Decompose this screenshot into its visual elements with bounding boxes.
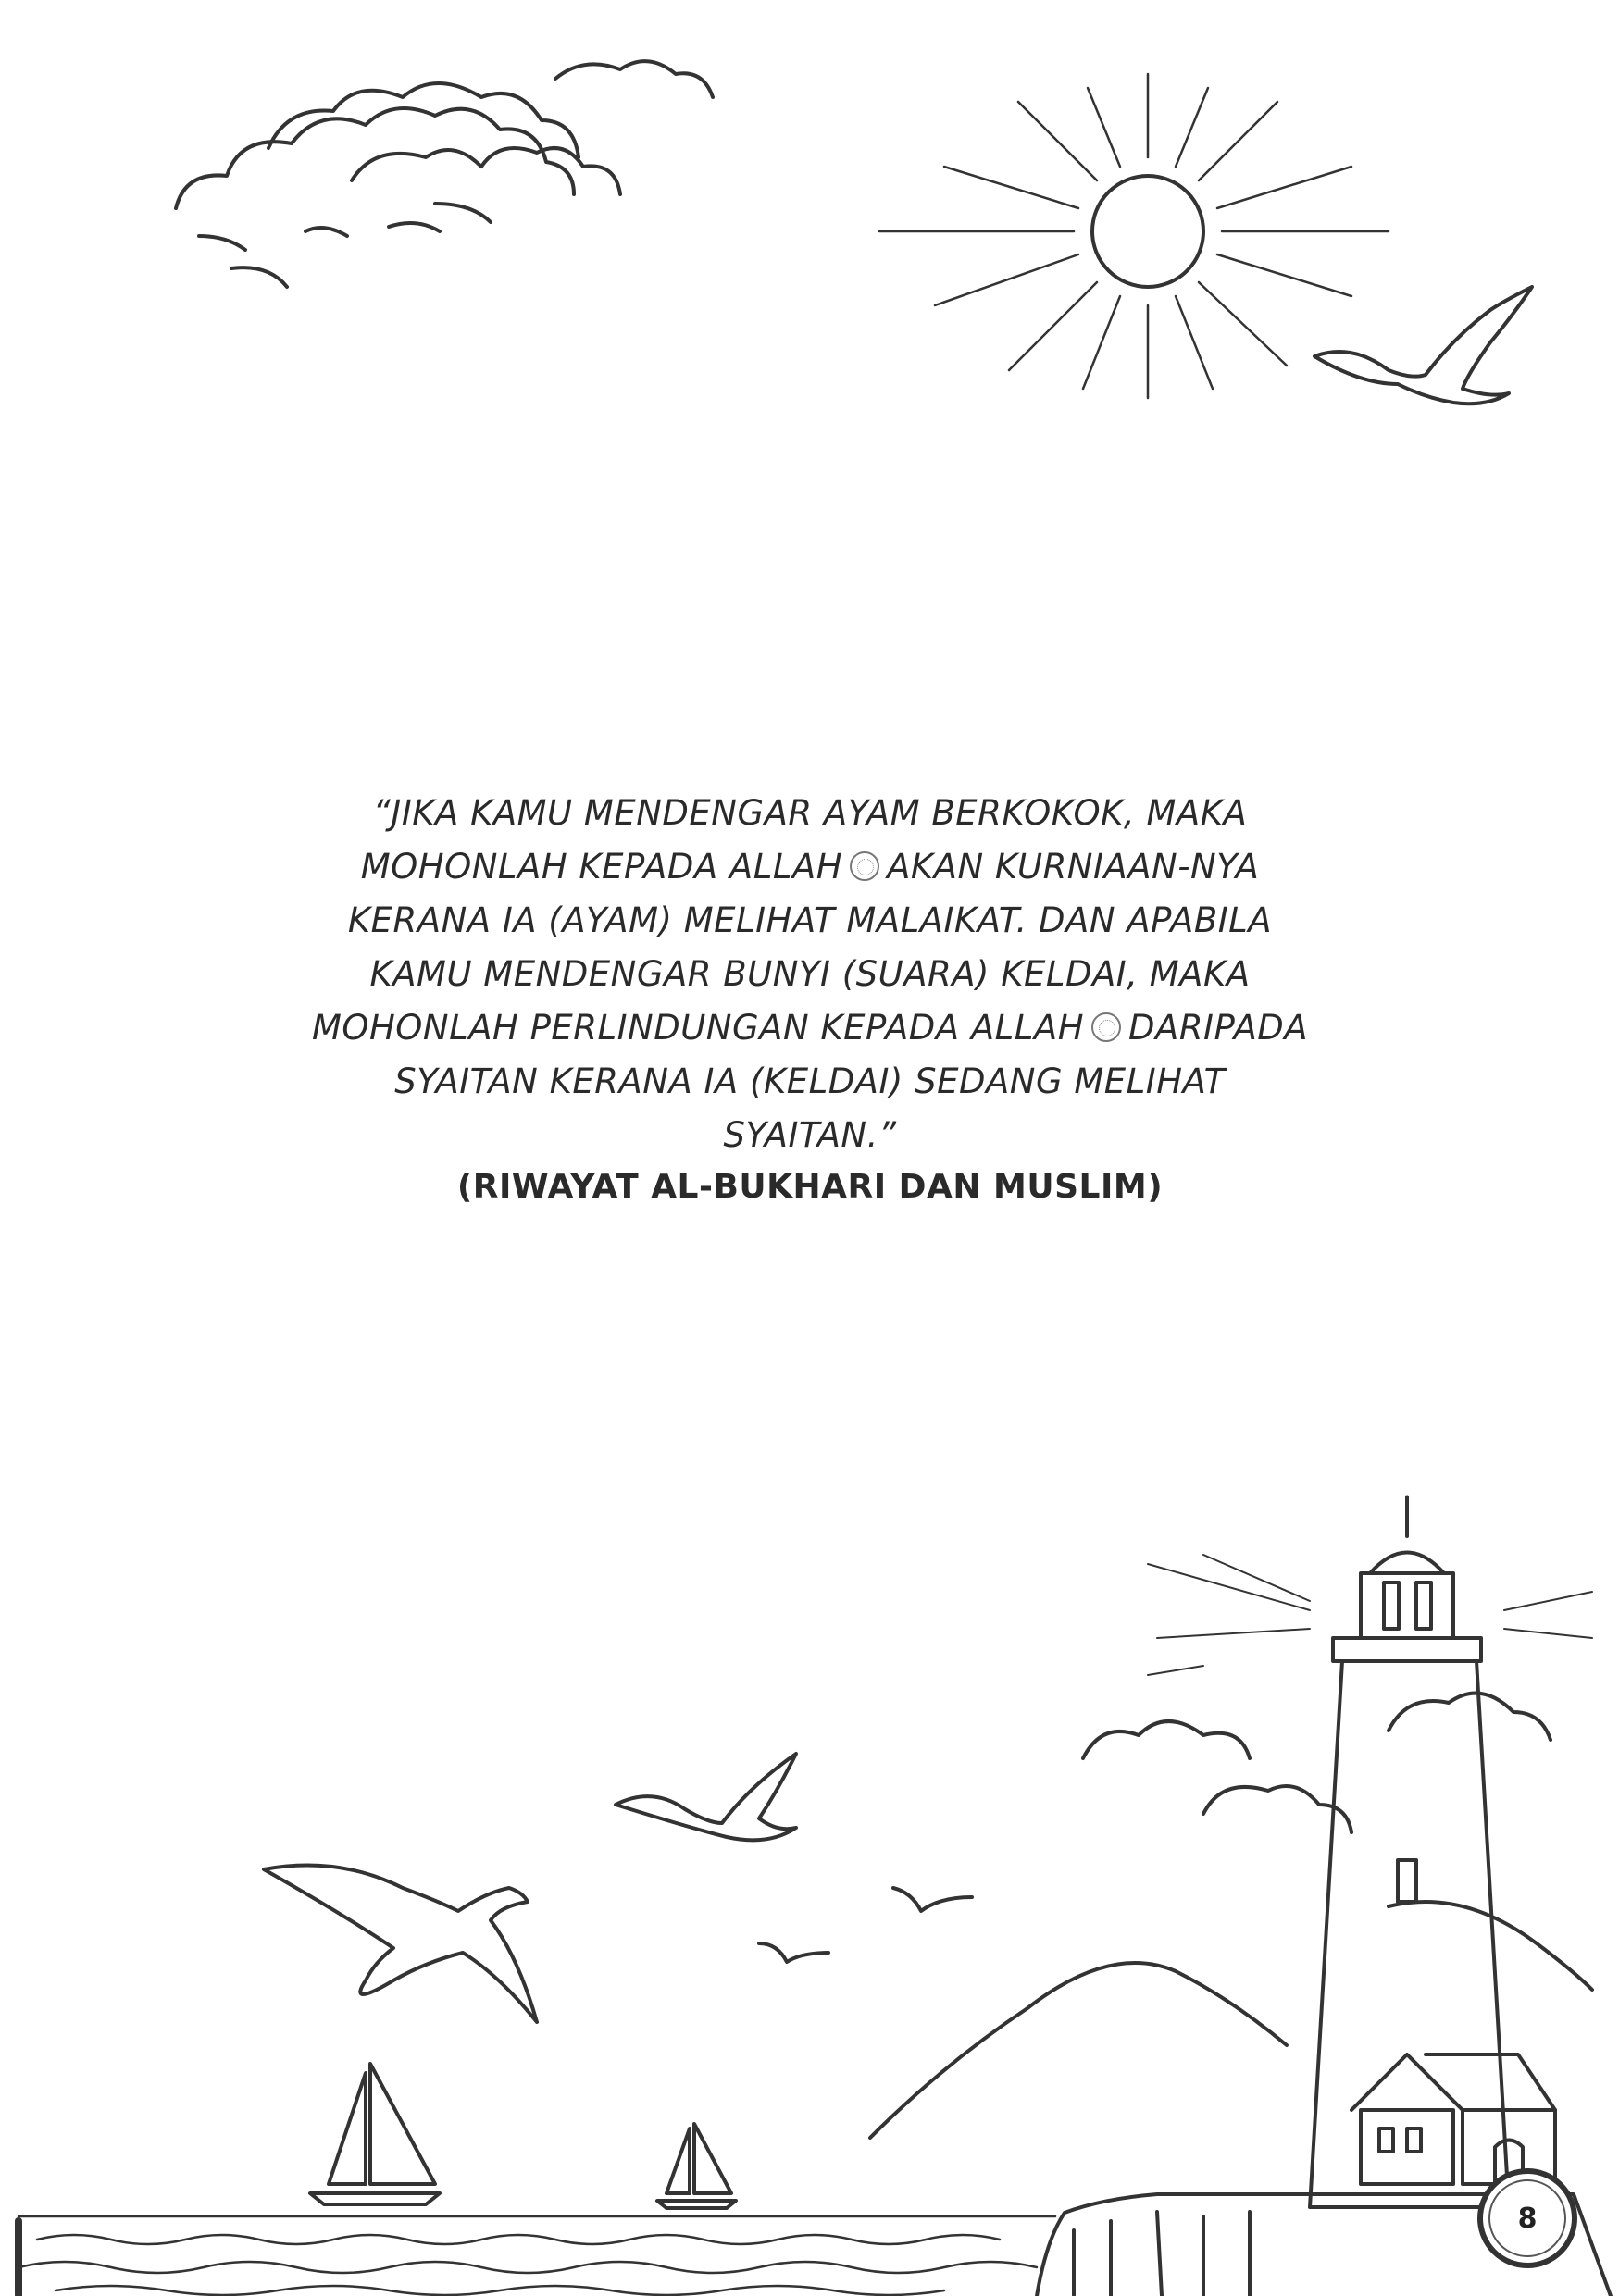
- quote-line: KERANA IA (AYAM) MELIHAT MALAIKAT. DAN APABILA: [347, 900, 1273, 940]
- subhanahu-wa-taala-calligraphy-icon: [1091, 1012, 1121, 1042]
- quote-line-part: MOHONLAH PERLINDUNGAN KEPADA ALLAH: [311, 1008, 1085, 1048]
- sea-illustration: [19, 2216, 1055, 2295]
- quote-line: [305, 840, 1314, 894]
- house-illustration: [1351, 2054, 1555, 2184]
- cliff-illustration: [19, 2194, 1611, 2296]
- quote-line: KAMU MENDENGAR BUNYI (SUARA) KELDAI, MAKA: [369, 954, 1251, 994]
- lighthouse-illustration: [1148, 1497, 1592, 2208]
- page-number-badge: [1477, 2168, 1577, 2268]
- sun-illustration: [879, 74, 1389, 398]
- quote-line: “JIKA KAMU MENDENGAR AYAM BERKOKOK, MAKA: [372, 793, 1248, 833]
- quote-line-part: MOHONLAH KEPADA ALLAH: [360, 847, 843, 887]
- hadith-quote: [305, 787, 1314, 1162]
- quote-line-part: DARIPADA: [1128, 1008, 1309, 1048]
- quote-line-part: AKAN KURNIAAN-NYA: [887, 847, 1260, 887]
- quote-line: SYAITAN KERANA IA (KELDAI) SEDANG MELIHAT SYAITAN.”: [394, 1061, 1226, 1155]
- quote-line: [305, 1001, 1314, 1055]
- page-number: 8: [1517, 2202, 1538, 2235]
- seagull-illustration: [1314, 287, 1532, 403]
- subhanahu-wa-taala-calligraphy-icon: [850, 851, 879, 881]
- page-badge-ring: [1488, 2179, 1566, 2257]
- cloud-illustration: [176, 61, 713, 287]
- hadith-source: (RIWAYAT AL-BUKHARI DAN MUSLIM): [456, 1168, 1164, 1206]
- seagull-illustration: [264, 1754, 972, 2022]
- sailboat-illustration: [310, 2064, 736, 2208]
